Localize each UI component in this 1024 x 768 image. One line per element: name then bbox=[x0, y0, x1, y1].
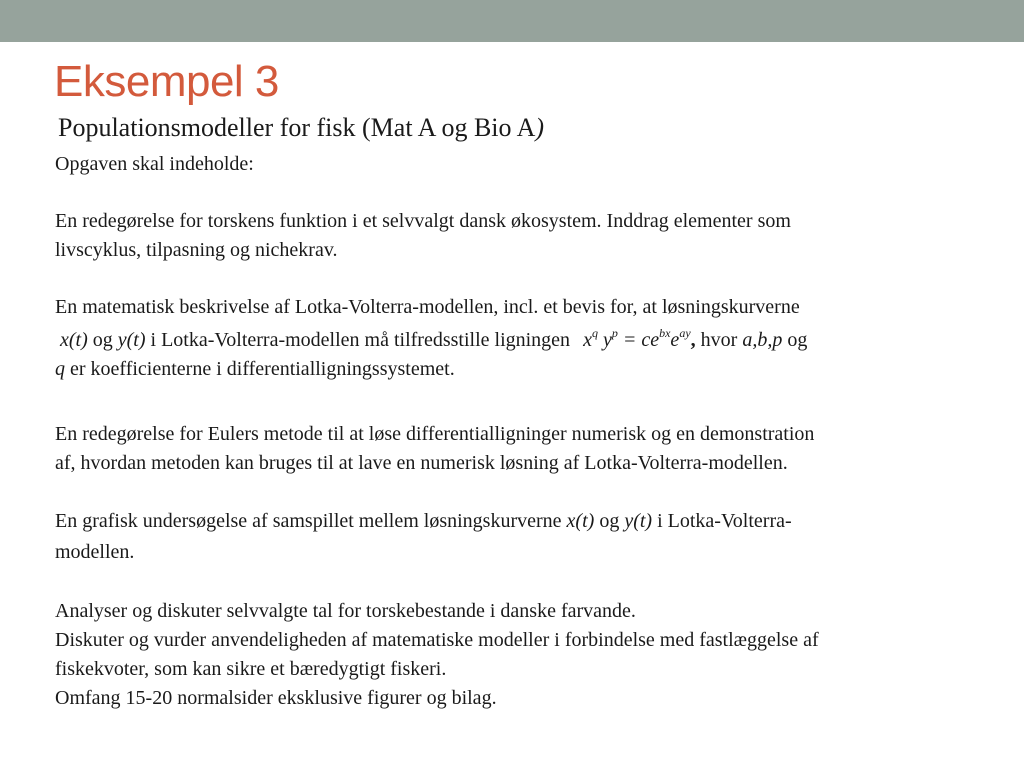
y-of-t-2: y(t) bbox=[624, 510, 653, 532]
subtitle-text: Populationsmodeller for fisk (Mat A og Bio A bbox=[58, 113, 536, 142]
x-of-t-2: x(t) bbox=[566, 510, 595, 532]
og-word-2: og bbox=[787, 329, 808, 351]
coefficient-q: q bbox=[55, 358, 65, 380]
analysis-line-2: Diskuter og vurder anvendeligheden af matematiske modeller i forbindelse med fastlæggelse af bbox=[55, 629, 819, 651]
euler-line-2: af, hvordan metoden kan bruges til at lave en numerisk løsning af Lotka-Volterra-modellen. bbox=[55, 452, 788, 474]
graphic-line-2: modellen. bbox=[55, 541, 135, 563]
intro-line: Opgaven skal indeholde: bbox=[55, 153, 254, 175]
graphic-end: i Lotka-Volterra- bbox=[657, 510, 792, 532]
paragraph-ecosystem bbox=[55, 207, 1005, 265]
euler-line-1: En redegørelse for Eulers metode til at løse differentialligninger numerisk og en demonstration bbox=[55, 423, 815, 445]
og-word-3: og bbox=[599, 510, 620, 532]
intro-paragraph bbox=[55, 150, 1005, 179]
ecosystem-line-2: livscyklus, tilpasning og nichekrav. bbox=[55, 239, 338, 261]
lv-line-2 bbox=[55, 322, 1005, 355]
analysis-line-4: Omfang 15-20 normalsider eksklusive figurer og bilag. bbox=[55, 687, 497, 709]
x-of-t: x(t) bbox=[60, 329, 88, 351]
graphic-start: En grafisk undersøgelse af samspillet mellem løsningskurverne bbox=[55, 510, 562, 532]
lv-line-1: En matematisk beskrivelse af Lotka-Volterra-modellen, incl. et bevis for, at løsningskurverne bbox=[55, 296, 800, 318]
coefficients-abp: a,b,p bbox=[742, 329, 783, 351]
paragraph-graphic bbox=[55, 507, 1005, 567]
comma: , bbox=[690, 329, 696, 351]
top-banner bbox=[0, 0, 1024, 42]
analysis-line-3: fiskekvoter, som kan sikre et bæredygtigt fiskeri. bbox=[55, 658, 447, 680]
subtitle-paren: ) bbox=[535, 113, 545, 142]
paragraph-analysis bbox=[55, 597, 1005, 713]
paragraph-euler bbox=[55, 420, 1005, 478]
paragraph-lotka-volterra bbox=[55, 293, 1005, 384]
lv-line-3 bbox=[55, 355, 1005, 384]
slide-title: Eksempel 3 bbox=[54, 57, 279, 106]
ecosystem-line-1: En redegørelse for torskens funktion i et selvvalgt dansk økosystem. Inddrag elementer som bbox=[55, 210, 791, 232]
slide-subtitle bbox=[58, 111, 544, 145]
graphic-line-1 bbox=[55, 507, 1005, 536]
lv-mid-text: i Lotka-Volterra-modellen må tilfredsstille ligningen bbox=[150, 329, 571, 351]
analysis-line-1: Analyser og diskuter selvvalgte tal for torskebestande i danske farvande. bbox=[55, 600, 636, 622]
equation: $x^q$ $y^p = ce^{bx}e^{ay}$ bbox=[583, 326, 691, 351]
y-of-t: y(t) bbox=[117, 329, 146, 351]
lv-line-3-text: er koefficienterne i differentialligningssystemet. bbox=[70, 358, 455, 380]
hvor-word: hvor bbox=[700, 329, 738, 351]
og-word: og bbox=[92, 329, 113, 351]
